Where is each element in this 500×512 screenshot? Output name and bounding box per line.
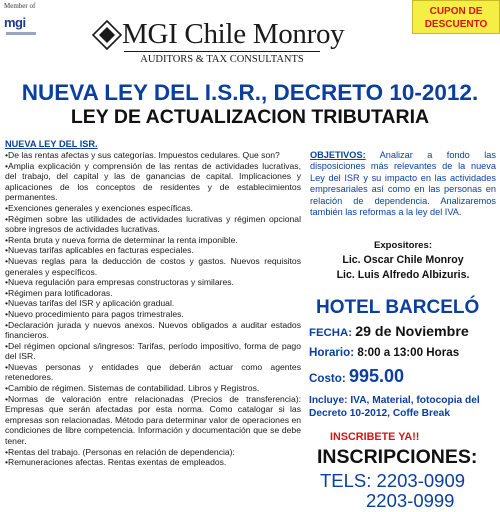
list-item: •Del régimen opcional s/ingresos: Tarifas, período impositivo, forma de pago del ISR. xyxy=(5,340,301,362)
page-title: NUEVA LEY DEL I.S.R., DECRETO 10-2012. xyxy=(21,80,479,105)
mgi-diamond-icon xyxy=(92,20,122,50)
event-cost xyxy=(309,366,404,387)
list-item: •Nuevo procedimiento para pagos trimestrales. xyxy=(5,308,184,319)
list-item: •Exenciones generales y exenciones específicas. xyxy=(5,202,193,213)
topics-list xyxy=(5,150,301,468)
topics-heading: NUEVA LEY DEL ISR. xyxy=(5,139,98,149)
list-item: •Nuevas personas y entidades que deberán actuar como agentes retenedores. xyxy=(5,361,301,383)
topics-column xyxy=(5,138,301,500)
event-date xyxy=(309,323,469,341)
list-item: •Cambio de régimen. Sistemas de contabilidad. Libros y Registros. xyxy=(5,383,260,394)
date-value: 29 de Noviembre xyxy=(355,324,469,340)
mgi-network-logo-text: mgi xyxy=(4,15,26,30)
phone-number-secondary[interactable]: 2203-0999 xyxy=(366,490,455,511)
page-subtitle: LEY DE ACTUALIZACION TRIBUTARIA xyxy=(70,106,430,128)
includes-text: Incluye: IVA, Material, fotocopia del Decreto 10-2012, Coffe Break xyxy=(309,395,480,419)
objectives-label: OBJETIVOS: xyxy=(310,150,366,160)
list-item: •Nuevas reglas para la deducción de costos y gastos. Nuevos requisitos generales y específicos. xyxy=(5,255,301,277)
speaker-name: Lic. Luis Alfredo Albizuris. xyxy=(336,269,470,281)
cost-value: 995.00 xyxy=(348,366,404,386)
list-item: •Nuevas tarifas aplicables en facturas especiales. xyxy=(5,245,194,256)
speakers-label: Expositores: xyxy=(373,240,433,251)
list-item: •Remuneraciones afectas. Rentas exentas de empleados. xyxy=(5,457,227,468)
member-of-label: Member of xyxy=(4,2,36,10)
date-label: FECHA: xyxy=(309,327,356,339)
discount-coupon-badge[interactable]: CUPON DE DESCUENTO xyxy=(412,0,500,34)
cost-label: Costo: xyxy=(309,372,349,385)
list-item: •De las rentas afectas y sus categorías. Impuestos cedulares. Que son? xyxy=(5,150,280,160)
mgi-network-logo xyxy=(4,12,42,38)
list-item: •Declaración jurada y nuevos anexos. Nuevos obligados a auditar estados financieros. xyxy=(5,319,301,341)
schedule-label: Horario: xyxy=(309,346,358,359)
schedule-value: 8:00 a 13:00 Horas xyxy=(357,346,460,359)
list-item: •Régimen para lotificadoras. xyxy=(5,287,113,298)
company-logo xyxy=(92,16,345,68)
list-item: •Régimen sobre las utilidades de actividades lucrativas y régimen opcional sobre ingresos de actividades lucrativas. xyxy=(5,213,301,235)
list-item: •Normas de valoración entre relacionadas (Precios de transferencia): Empresas que serán afectadas por esta norma. Como catalogar si las empresas son relacionadas. Método para determinar valor de operaciones en condiciones de libre competencia. Información y documentación que se debe tener. xyxy=(5,393,301,447)
list-item: •Nueva regulación para empresas constructoras y similares. xyxy=(5,277,234,288)
phone-numbers[interactable]: TELS: 2203-0909 xyxy=(320,470,466,491)
company-name: MGI Chile Monroy xyxy=(122,18,345,50)
register-now-callout[interactable]: INSCRIBETE YA!! xyxy=(330,431,420,443)
company-tagline: AUDITORS & TAX CONSULTANTS xyxy=(124,51,320,65)
list-item: •Amplia explicación y comprensión de las rentas de actividades lucrativas, del trabajo, del capital y las de ganancias de capital. Implicaciones y aplicaciones de los conceptos de residentes y de establecimientos permanentes. xyxy=(5,160,301,203)
objectives-text: Analizar a fondo las disposiciones más relevantes de la nueva Ley del ISR y su impacto en las actividades empresariales así como en las personas en relación de dependencia. Analizaremos también las reformas a la ley del IVA. xyxy=(310,150,496,218)
objectives-paragraph xyxy=(310,150,496,218)
mgi-network-logo-tagline xyxy=(6,32,36,35)
speaker-name: Lic. Oscar Chile Monroy xyxy=(342,254,464,266)
registrations-heading: INSCRIPCIONES: xyxy=(317,446,478,468)
venue-name: HOTEL BARCELÓ xyxy=(316,297,480,318)
list-item: •Nuevas tarifas del ISR y aplicación gradual. xyxy=(5,298,175,309)
list-item: •Renta bruta y nueva forma de determinar la renta imponible. xyxy=(5,234,238,245)
event-schedule xyxy=(309,346,459,359)
list-item: •Rentas del trabajo. (Personas en relación de dependencia): xyxy=(5,446,235,457)
